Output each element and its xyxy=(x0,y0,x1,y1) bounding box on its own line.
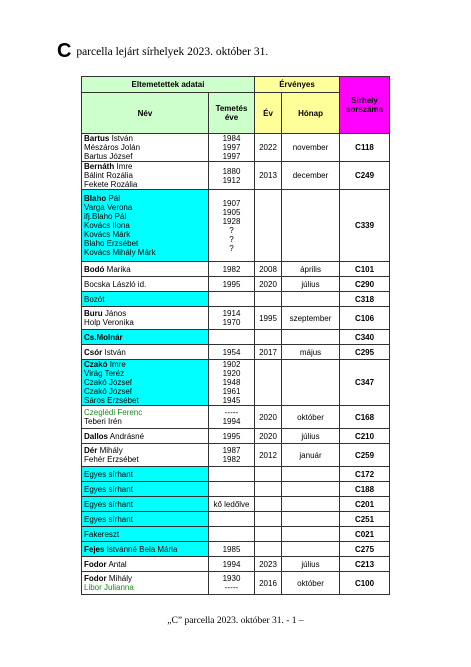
name-cell xyxy=(82,572,209,595)
grave-table xyxy=(81,76,390,595)
valid-month-cell xyxy=(282,512,340,527)
valid-month-cell: december xyxy=(282,162,340,190)
given-name: Kovács Mihály Márk xyxy=(84,248,156,257)
name-cell xyxy=(82,444,209,467)
valid-month-cell: szeptember xyxy=(282,307,340,330)
valid-year-cell xyxy=(255,360,282,406)
given-name: Andrásné xyxy=(109,431,145,441)
table-row xyxy=(82,134,390,162)
table-row xyxy=(82,512,390,527)
given-name: Mészáros Jolán xyxy=(84,143,141,152)
burial-year-cell xyxy=(209,512,255,527)
valid-month-cell: július xyxy=(282,277,340,292)
given-name: István xyxy=(104,347,126,357)
valid-year-cell: 2020 xyxy=(255,429,282,444)
valid-year-cell: 2020 xyxy=(255,277,282,292)
given-name: János xyxy=(104,309,127,318)
valid-month-cell xyxy=(282,542,340,557)
person-name xyxy=(84,432,206,441)
given-name: Egyes sírhant xyxy=(84,469,133,479)
given-name: Fekete Rozália xyxy=(84,180,138,189)
burial-year: 1930 xyxy=(222,574,241,583)
given-name: Fehér Erzsébet xyxy=(84,455,139,464)
table-row xyxy=(82,557,390,572)
given-name: Egyes sírhant xyxy=(84,514,133,524)
given-name: Fakereszt xyxy=(84,529,120,539)
surname: Fodor xyxy=(84,574,107,583)
given-name: Bocska László id. xyxy=(84,279,147,289)
person-name xyxy=(84,318,206,327)
valid-year-cell xyxy=(255,467,282,482)
burial-year: 1995 xyxy=(222,279,241,289)
burial-year-cell xyxy=(209,572,255,595)
grave-number-cell: C318 xyxy=(340,292,390,307)
valid-year-cell: 2016 xyxy=(255,572,282,595)
grave-number-cell: C118 xyxy=(340,134,390,162)
table-row xyxy=(82,292,390,307)
burial-year-cell xyxy=(209,527,255,542)
surname: Csór xyxy=(84,347,103,357)
given-name: Kovács Márk xyxy=(84,230,131,239)
valid-year-cell: 2013 xyxy=(255,162,282,190)
burial-year-cell xyxy=(209,497,255,512)
given-name: Mihály xyxy=(108,574,133,583)
valid-month-cell xyxy=(282,330,340,345)
burial-year: 1995 xyxy=(222,431,241,441)
given-name: ifj.Blaho Pál xyxy=(84,212,127,221)
valid-year-cell: 2012 xyxy=(255,444,282,467)
person-name xyxy=(84,500,206,509)
person-name xyxy=(84,387,206,396)
valid-year-cell xyxy=(255,190,282,262)
person-name xyxy=(84,152,206,161)
burial-year: 1928 xyxy=(222,216,241,226)
valid-year-cell: 2022 xyxy=(255,134,282,162)
valid-year-cell xyxy=(255,497,282,512)
table-row xyxy=(82,307,390,330)
given-name: Imre xyxy=(116,162,133,171)
header-month: Hónap xyxy=(282,93,340,134)
table-row xyxy=(82,542,390,557)
name-cell xyxy=(82,497,209,512)
table-row xyxy=(82,497,390,512)
name-cell xyxy=(82,162,209,190)
name-cell xyxy=(82,330,209,345)
burial-year-cell xyxy=(209,345,255,360)
burial-year-cell xyxy=(209,406,255,429)
name-cell xyxy=(82,429,209,444)
burial-year-cell xyxy=(209,262,255,277)
valid-month-cell xyxy=(282,292,340,307)
table-row xyxy=(82,467,390,482)
valid-year-cell xyxy=(255,512,282,527)
given-name: Egyes sírhant xyxy=(84,499,133,509)
valid-year-cell xyxy=(255,527,282,542)
person-name xyxy=(84,221,206,230)
grave-number-cell: C168 xyxy=(340,406,390,429)
surname: Czakó xyxy=(84,360,108,369)
table-row xyxy=(82,572,390,595)
valid-month-cell: május xyxy=(282,345,340,360)
table-row xyxy=(82,330,390,345)
grave-number-cell: C295 xyxy=(340,345,390,360)
grave-number-cell: C259 xyxy=(340,444,390,467)
valid-month-cell xyxy=(282,497,340,512)
given-name: Czakó József xyxy=(84,387,133,396)
burial-year: 1982 xyxy=(222,264,241,274)
grave-number-cell: C339 xyxy=(340,190,390,262)
person-name xyxy=(84,446,206,455)
burial-year: 1948 xyxy=(222,378,241,387)
surname: Bartus xyxy=(84,134,110,143)
burial-year: 1987 xyxy=(222,446,241,455)
burial-year: 1994 xyxy=(222,559,241,569)
person-name xyxy=(84,162,206,171)
surname: Blaho xyxy=(84,194,107,203)
valid-year-cell: 2017 xyxy=(255,345,282,360)
valid-month-cell: július xyxy=(282,429,340,444)
name-cell xyxy=(82,406,209,429)
valid-month-cell xyxy=(282,190,340,262)
name-cell xyxy=(82,345,209,360)
person-name xyxy=(84,417,206,426)
person-name xyxy=(84,295,206,304)
person-name xyxy=(84,248,206,257)
given-name: Antal xyxy=(108,559,127,569)
valid-year-cell: 2008 xyxy=(255,262,282,277)
grave-number-cell: C188 xyxy=(340,482,390,497)
table-row xyxy=(82,527,390,542)
grave-number-cell: C347 xyxy=(340,360,390,406)
burial-year-cell xyxy=(209,330,255,345)
burial-year: 1920 xyxy=(222,369,241,378)
surname: Dallos xyxy=(84,431,109,441)
given-name: Egyes sírhant xyxy=(84,484,133,494)
valid-month-cell: november xyxy=(282,134,340,162)
burial-year: 1984 xyxy=(222,134,241,143)
burial-year: ----- xyxy=(224,408,239,417)
table-row xyxy=(82,429,390,444)
person-name xyxy=(84,212,206,221)
burial-year: ? xyxy=(229,234,234,244)
given-name: Kovács Ilona xyxy=(84,221,130,230)
table-row xyxy=(82,277,390,292)
surname: Bernáth xyxy=(84,162,115,171)
surname: Buru xyxy=(84,309,103,318)
valid-month-cell xyxy=(282,527,340,542)
burial-year: ----- xyxy=(224,583,239,592)
burial-year: 1997 xyxy=(222,152,241,161)
name-cell xyxy=(82,360,209,406)
burial-year: 1961 xyxy=(222,387,241,396)
person-name xyxy=(84,265,206,274)
given-name: Czakó József xyxy=(84,378,133,387)
given-name: Holp Veronika xyxy=(84,318,134,327)
burial-year-cell xyxy=(209,190,255,262)
valid-year-cell xyxy=(255,330,282,345)
name-cell xyxy=(82,557,209,572)
person-name xyxy=(84,396,206,405)
burial-year-cell xyxy=(209,307,255,330)
person-name xyxy=(84,408,206,417)
person-name xyxy=(84,530,206,539)
surname: Bodó xyxy=(84,264,105,274)
valid-month-cell xyxy=(282,482,340,497)
burial-year-cell xyxy=(209,542,255,557)
burial-year: 1997 xyxy=(222,143,241,152)
burial-year-cell xyxy=(209,444,255,467)
person-name xyxy=(84,171,206,180)
header-name: Név xyxy=(82,93,209,134)
table-row xyxy=(82,482,390,497)
grave-number-cell: C172 xyxy=(340,467,390,482)
person-name xyxy=(84,455,206,464)
burial-year-cell xyxy=(209,557,255,572)
header-grave-number: Sírhely sorszáma xyxy=(340,77,390,134)
person-name xyxy=(84,348,206,357)
person-name xyxy=(84,378,206,387)
burial-year: 1945 xyxy=(222,396,241,405)
given-name: Teberi Irén xyxy=(84,417,122,426)
burial-year-cell xyxy=(209,360,255,406)
grave-number-cell: C275 xyxy=(340,542,390,557)
grave-number-cell: C249 xyxy=(340,162,390,190)
burial-year: 1907 xyxy=(222,198,241,208)
given-name: Bartus József xyxy=(84,152,133,161)
burial-year: 1880 xyxy=(222,166,241,176)
given-name: Virág Teréz xyxy=(84,369,125,378)
grave-number-cell: C100 xyxy=(340,572,390,595)
given-name: Imre xyxy=(109,360,126,369)
given-name: Sáros Erzsébet xyxy=(84,396,139,405)
name-cell xyxy=(82,467,209,482)
given-name: Mihály xyxy=(99,446,123,455)
burial-year: ? xyxy=(229,225,234,235)
page-title xyxy=(57,40,268,63)
valid-year-cell xyxy=(255,292,282,307)
valid-year-cell: 2023 xyxy=(255,557,282,572)
given-name: Istvánné Bela Mária xyxy=(106,544,178,554)
burial-year-cell xyxy=(209,429,255,444)
name-cell xyxy=(82,277,209,292)
title-text: parcella lejárt sírhelyek 2023. október 31. xyxy=(76,46,269,58)
grave-number-cell: C210 xyxy=(340,429,390,444)
table-row xyxy=(82,190,390,262)
person-name xyxy=(84,194,206,203)
name-cell xyxy=(82,292,209,307)
person-name xyxy=(84,239,206,248)
burial-year-cell xyxy=(209,277,255,292)
valid-year-cell xyxy=(255,482,282,497)
table-row xyxy=(82,345,390,360)
valid-year-cell: 1995 xyxy=(255,307,282,330)
name-cell xyxy=(82,262,209,277)
burial-year: 1912 xyxy=(222,175,241,185)
person-name xyxy=(84,574,206,583)
given-name: Bálint Rozália xyxy=(84,171,133,180)
surname: Dér xyxy=(84,446,98,455)
burial-year-cell xyxy=(209,482,255,497)
person-name xyxy=(84,230,206,239)
surname: Fodor xyxy=(84,559,107,569)
person-name xyxy=(84,143,206,152)
person-name xyxy=(84,360,206,369)
header-valid: Érvényes xyxy=(255,77,340,93)
burial-year: 1954 xyxy=(222,347,241,357)
person-name xyxy=(84,280,206,289)
person-name xyxy=(84,515,206,524)
header-deceased-data: Eltemetettek adatai xyxy=(82,77,255,93)
person-name xyxy=(84,485,206,494)
person-name xyxy=(84,203,206,212)
grave-number-cell: C106 xyxy=(340,307,390,330)
burial-year-cell xyxy=(209,467,255,482)
table-row xyxy=(82,360,390,406)
valid-month-cell xyxy=(282,467,340,482)
person-name xyxy=(84,583,206,592)
header-year: Év xyxy=(255,93,282,134)
grave-number-cell: C201 xyxy=(340,497,390,512)
table-row xyxy=(82,262,390,277)
valid-month-cell: július xyxy=(282,557,340,572)
name-cell xyxy=(82,307,209,330)
surname: Cs.Molnár xyxy=(84,332,123,342)
burial-year: 1914 xyxy=(222,309,241,318)
valid-year-cell: 2020 xyxy=(255,406,282,429)
burial-year: 1985 xyxy=(222,544,241,554)
burial-year: 1905 xyxy=(222,207,241,217)
grave-number-cell: C101 xyxy=(340,262,390,277)
burial-year-cell xyxy=(209,134,255,162)
burial-year: 1902 xyxy=(222,360,241,369)
given-name: Czeglédi Ferenc xyxy=(84,408,143,417)
given-name: Libor Julianna xyxy=(84,583,134,592)
grave-number-cell: C021 xyxy=(340,527,390,542)
person-name xyxy=(84,545,206,554)
person-name xyxy=(84,333,206,342)
given-name: Varga Verona xyxy=(84,203,133,212)
table-row xyxy=(82,444,390,467)
title-letter: C xyxy=(57,40,72,62)
name-cell xyxy=(82,190,209,262)
burial-year: ? xyxy=(229,243,234,253)
valid-month-cell: október xyxy=(282,406,340,429)
burial-year: 1970 xyxy=(222,318,241,327)
page-footer: „C” parcella 2023. október 31. - 1 – xyxy=(167,616,304,626)
valid-month-cell: január xyxy=(282,444,340,467)
person-name xyxy=(84,470,206,479)
valid-year-cell xyxy=(255,542,282,557)
name-cell xyxy=(82,512,209,527)
person-name xyxy=(84,309,206,318)
surname: Fejes xyxy=(84,544,105,554)
table-row xyxy=(82,406,390,429)
name-cell xyxy=(82,482,209,497)
given-name: Pál xyxy=(108,194,121,203)
table-body xyxy=(82,134,390,595)
grave-number-cell: C340 xyxy=(340,330,390,345)
given-name: István xyxy=(111,134,133,143)
name-cell xyxy=(82,542,209,557)
name-cell xyxy=(82,527,209,542)
burial-year-cell xyxy=(209,162,255,190)
person-name xyxy=(84,134,206,143)
header-burial-year: Temetés éve xyxy=(209,93,255,134)
grave-number-cell: C290 xyxy=(340,277,390,292)
burial-year: 1994 xyxy=(222,417,241,426)
given-name: Bozót xyxy=(84,294,105,304)
valid-month-cell: április xyxy=(282,262,340,277)
person-name xyxy=(84,180,206,189)
burial-year: 1982 xyxy=(222,455,241,464)
person-name xyxy=(84,369,206,378)
given-name: Blaho Erzsébet xyxy=(84,239,139,248)
valid-month-cell xyxy=(282,360,340,406)
table-row xyxy=(82,162,390,190)
grave-number-cell: C213 xyxy=(340,557,390,572)
grave-number-cell: C251 xyxy=(340,512,390,527)
name-cell xyxy=(82,134,209,162)
burial-year-cell xyxy=(209,292,255,307)
given-name: Marika xyxy=(106,264,131,274)
person-name xyxy=(84,560,206,569)
burial-year: kő ledőlve xyxy=(213,499,250,509)
valid-month-cell: október xyxy=(282,572,340,595)
